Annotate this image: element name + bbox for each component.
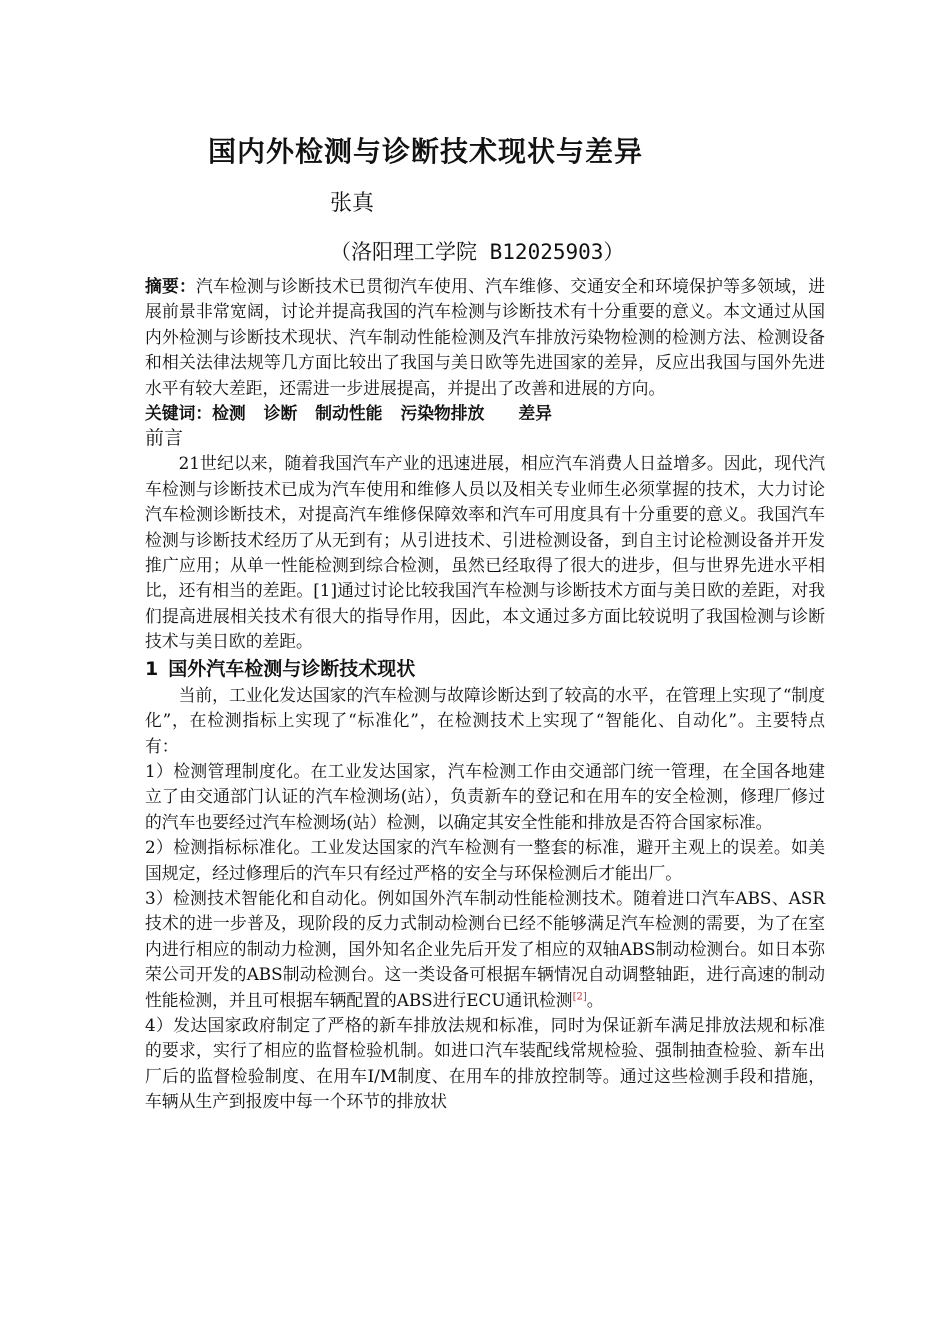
keywords-label: 关键词： — [145, 403, 213, 424]
citation-link[interactable]: [2] — [572, 990, 587, 1002]
keyword-item: 污染物排放 — [400, 403, 485, 424]
author-affiliation: （洛阳理工学院 B12025903） — [330, 240, 625, 264]
abstract-text: 汽车检测与诊断技术已贯彻汽车使用、汽车维修、交通安全和环境保护等多领域，进展前景非常宽阔，讨论并提高我国的汽车检测与诊断技术有十分重要的意义。本文通过从国内外检测与诊断技术现状、汽车制动性能检测及汽车排放污染物检测的检测方法、检测设备和相关法律法规等几方面比较出了我国与美日欧等先进国家的差异，反应出我国与国外先进水平有较大差距，还需进一步进展提高，并提出了改善和进展的方向。 — [145, 276, 825, 398]
keyword-item: 差异 — [518, 403, 552, 424]
section-intro-paragraph: 当前，工业化发达国家的汽车检测与故障诊断达到了较高的水平，在管理上实现了“制度化”，在检测指标上实现了“标准化”，在检测技术上实现了“智能化、自动化”。主要特点有： — [145, 684, 825, 756]
list-item-text: 3）检测技术智能化和自动化。例如国外汽车制动性能检测技术。随着进口汽车ABS、ASR技术的进一步普及，现阶段的反力式制动检测台已经不能够满足汽车检测的需要，为了在室内进行相应的制动力检测，国外知名企业先后开发了相应的双轴ABS制动检测台。如日本弥荣公司开发的ABS制动检测台。这一类设备可根据车辆情况自动调整轴距，进行高速的制动性能检测，并且可根据车辆配置的ABS进行ECU通讯检测 — [145, 887, 825, 1010]
abstract-label: 摘要： — [145, 276, 197, 296]
list-item: 2）检测指标标准化。工业发达国家的汽车检测有一整套的标准，避开主观上的误差。如美国规定，经过修理后的汽车只有经过严格的安全与环保检测后才能出厂。 — [145, 837, 825, 883]
section-title: 国外汽车检测与诊断技术现状 — [168, 657, 416, 680]
section-heading — [145, 655, 825, 683]
section-number: 1 — [145, 657, 159, 680]
keywords-line — [145, 401, 825, 426]
abstract-paragraph — [145, 274, 825, 401]
preface-heading: 前言 — [145, 427, 184, 450]
keyword-item: 诊断 — [263, 403, 298, 424]
preface-paragraph: 21世纪以来，随着我国汽车产业的迅速进展，相应汽车消费人日益增多。因此，现代汽车检测与诊断技术已成为汽车使用和维修人员以及相关专业师生必须掌握的技术，大力讨论汽车检测诊断技术，对提高汽车维修保障效率和汽车可用度具有十分重要的意义。我国汽车检测与诊断技术经历了从无到有；从引进技术、引进检测设备，到自主讨论检测设备并开发推广应用；从单一性能检测到综合检测，虽然已经取得了很大的进步，但与世界先进水平相比，还有相当的差距。[1]通过讨论比较我国汽车检测与诊断技术方面与美日欧的差距，对我们提高进展相关技术有很大的指导作用，因此，本文通过多方面比较说明了我国检测与诊断技术与美日欧的差距。 — [145, 453, 825, 652]
list-item — [145, 886, 825, 1013]
keyword-item: 制动性能 — [315, 403, 383, 424]
list-item: 4）发达国家政府制定了严格的新车排放法规和标准，同时为保证新车满足排放法规和标准的要求，实行了相应的监督检验机制。如进口汽车装配线常规检验、强制抽查检验、新车出厂后的监督检验制度、在用车I/M制度、在用车的排放控制等。通过这些检测手段和措施，车辆从生产到报废中每一个环节的排放状 — [145, 1014, 825, 1112]
list-item-end: 。 — [586, 989, 604, 1010]
keyword-item: 检测 — [212, 403, 246, 424]
document-title: 国内外检测与诊断技术现状与差异 — [208, 135, 644, 168]
document-body — [145, 274, 825, 1115]
author-name: 张真 — [330, 191, 375, 216]
list-item: 1）检测管理制度化。在工业发达国家，汽车检测工作由交通部门统一管理，在全国各地建立了由交通部门认证的汽车检测场(站），负责新车的登记和在用车的安全检测，修理厂修过的汽车也要经过汽车检测场(站）检测，以确定其安全性能和排放是否符合国家标准。 — [145, 760, 825, 832]
